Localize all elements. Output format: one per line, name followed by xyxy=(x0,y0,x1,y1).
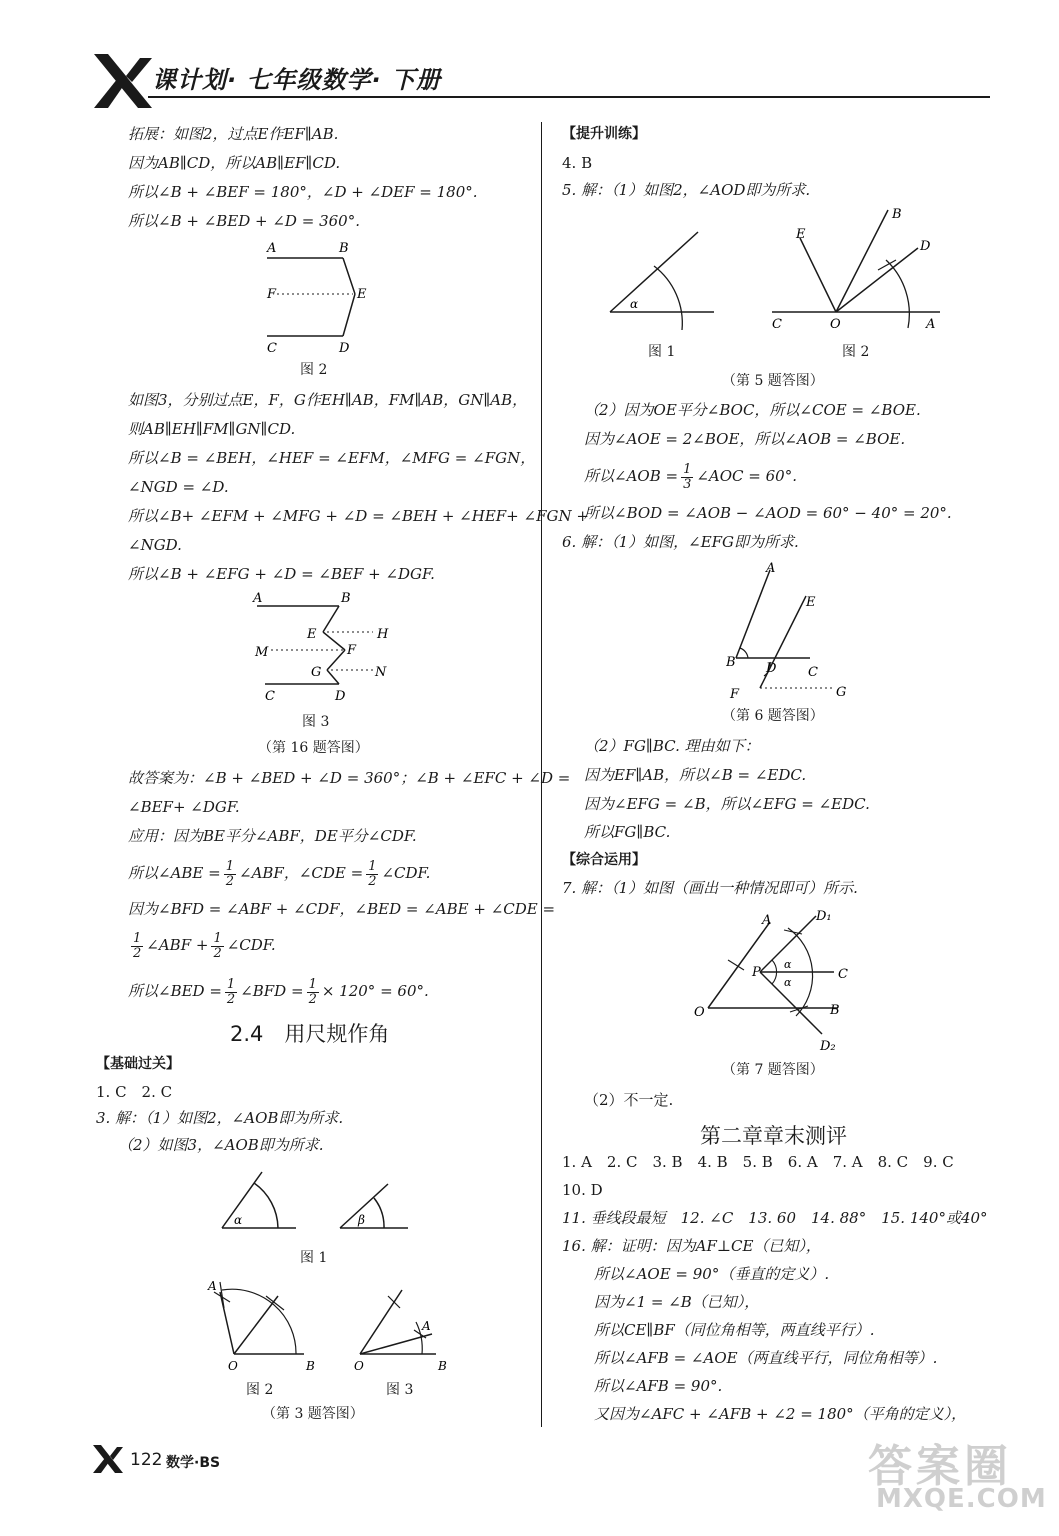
text-line: （2）FG∥BC. 理由如下： xyxy=(584,737,760,755)
text-line: 所以FG∥BC. xyxy=(584,823,671,841)
text-line: 4. B xyxy=(562,154,593,172)
text-line: 如图3，分别过点E，F，G作EH∥AB，FM∥AB，GN∥AB， xyxy=(128,391,528,409)
header-rule xyxy=(148,96,990,98)
label-E: E xyxy=(307,627,317,642)
label-D: D xyxy=(339,341,350,356)
section-heading: 【基础过关】 xyxy=(96,1056,180,1072)
header-title: 课计划· 七年级数学· 下册 xyxy=(152,66,441,94)
label-F: F xyxy=(347,643,357,658)
text-line: 因为∠AOE = 2∠BOE，所以∠AOB = ∠BOE. xyxy=(584,430,906,448)
text-line: 所以∠AFB = ∠AOE（两直线平行，同位角相等）. xyxy=(594,1349,938,1367)
figure-caption: 图 2 xyxy=(246,1382,274,1398)
text-line: ∠NGD = ∠D. xyxy=(128,478,229,496)
label-F: F xyxy=(730,687,740,700)
label-D1: D₁ xyxy=(816,909,832,924)
label-C: C xyxy=(808,665,818,680)
label-B: B xyxy=(306,1359,315,1373)
beta-label: β xyxy=(358,1213,365,1227)
label-N: N xyxy=(375,665,387,680)
text-line: 3. 解：（1）如图2，∠AOB即为所求. xyxy=(96,1109,344,1127)
formula-text: ∠CDF. xyxy=(226,936,276,954)
figure-5 xyxy=(600,204,960,340)
figure-caption: 图 1 xyxy=(648,344,676,360)
label-A: A xyxy=(422,1319,431,1333)
text-line: 因为∠EFG = ∠B，所以∠EFG = ∠EDC. xyxy=(584,795,870,813)
figure-caption: 图 2 xyxy=(842,344,870,360)
label-C: C xyxy=(267,341,277,356)
label-A: A xyxy=(926,317,936,332)
formula-text: ∠ABF + xyxy=(146,936,209,954)
label-A: A xyxy=(766,561,776,576)
label-B: B xyxy=(341,591,351,606)
label-A: A xyxy=(253,591,263,606)
fraction: $\frac{1}{2}$ xyxy=(368,858,377,889)
label-O: O xyxy=(354,1359,364,1373)
label-O: O xyxy=(228,1359,238,1373)
fraction: $\frac{1}{2}$ xyxy=(213,930,222,961)
text-line: 因为EF∥AB，所以∠B = ∠EDC. xyxy=(584,766,807,784)
text-line: 6. 解：（1）如图，∠EFG即为所求. xyxy=(562,533,799,551)
figure-caption: （第 5 题答图） xyxy=(722,373,824,389)
fraction: $\frac{1}{2}$ xyxy=(226,976,236,1007)
label-D: D xyxy=(335,689,346,704)
text-line: 16. 解：证明：因为AF⊥CE（已知）， xyxy=(562,1237,821,1255)
figure-caption: 图 3 xyxy=(302,714,330,730)
text-line: ∠NGD. xyxy=(128,536,182,554)
text-line: 因为∠1 = ∠B（已知）， xyxy=(594,1293,760,1311)
label-B: B xyxy=(438,1359,447,1373)
label-M: M xyxy=(255,645,269,660)
label-O: O xyxy=(694,1005,705,1020)
formula-text: 所以∠AOB = xyxy=(584,467,679,485)
watermark-url: MXQE.COM xyxy=(876,1484,1047,1514)
text-line: 5. 解：（1）如图2，∠AOD即为所求. xyxy=(562,181,811,199)
label-A: A xyxy=(208,1279,217,1293)
figure-caption: 图 2 xyxy=(300,362,328,378)
fraction: $\frac{1}{3}$ xyxy=(683,461,692,492)
text-line: 则AB∥EH∥FM∥GN∥CD. xyxy=(128,420,296,438)
label-H: H xyxy=(377,627,389,642)
brand-logo-icon xyxy=(92,52,154,110)
formula-text: ∠ABF，∠CDE = xyxy=(239,864,364,882)
label-B: B xyxy=(830,1003,840,1018)
section-title: 2.4 用尺规作角 xyxy=(230,1022,390,1046)
figure-caption: 图 1 xyxy=(300,1250,328,1266)
formula-text: 所以∠BED = xyxy=(128,982,222,1000)
text-line: 7. 解：（1）如图（画出一种情况即可）所示. xyxy=(562,879,858,897)
footer-label: 数学·BS xyxy=(166,1455,221,1471)
figure-3-2-3 xyxy=(196,1274,456,1376)
alpha-label: α xyxy=(784,976,792,989)
label-O: O xyxy=(830,317,841,332)
fraction: $\frac{1}{2}$ xyxy=(225,858,234,889)
formula-text: ∠CDF. xyxy=(381,864,431,882)
label-A: A xyxy=(267,241,277,256)
formula-text: 所以∠ABE = xyxy=(128,864,221,882)
label-D: D xyxy=(920,239,931,254)
text-line: 又因为∠AFC + ∠AFB + ∠2 = 180°（平角的定义）， xyxy=(594,1405,967,1423)
text-line: 所以∠BOD = ∠AOB − ∠AOD = 60° − 40° = 20°. xyxy=(584,504,952,522)
figure-6 xyxy=(726,558,866,700)
label-B: B xyxy=(339,241,349,256)
label-G: G xyxy=(836,685,847,700)
fraction: $\frac{1}{2}$ xyxy=(133,930,142,961)
label-E: E xyxy=(357,287,367,302)
label-B: B xyxy=(892,207,902,222)
text-line: 拓展：如图2，过点E作EF∥AB. xyxy=(128,125,339,143)
text-line: 应用：因为BE平分∠ABF，DE平分∠CDF. xyxy=(128,827,417,845)
label-C: C xyxy=(265,689,275,704)
label-C: C xyxy=(772,317,782,332)
figure-7 xyxy=(686,904,886,1054)
label-E: E xyxy=(796,227,806,242)
text-line: （2）因为OE平分∠BOC，所以∠COE = ∠BOE. xyxy=(584,401,921,419)
text-line: 所以∠AFB = 90°. xyxy=(594,1377,723,1395)
label-B: B xyxy=(726,655,736,670)
figure-caption: （第 7 题答图） xyxy=(722,1062,824,1078)
text-line: 11. 垂线段最短 12. ∠C 13. 60 14. 88° 15. 140°或40° xyxy=(562,1209,988,1227)
figure-3-1 xyxy=(212,1164,412,1244)
text-line: 1. A 2. C 3. B 4. B 5. B 6. A 7. A 8. C 9. C xyxy=(562,1153,954,1171)
section-heading: 【综合运用】 xyxy=(562,852,646,868)
figure-caption: 图 3 xyxy=(386,1382,414,1398)
text-line: 所以∠B = ∠BEH，∠HEF = ∠EFM，∠MFG = ∠FGN， xyxy=(128,449,536,467)
text-line: 所以∠B + ∠BEF = 180°，∠D + ∠DEF = 180°. xyxy=(128,183,478,201)
text-line: （2）不一定. xyxy=(584,1091,674,1109)
label-A: A xyxy=(762,913,772,928)
text-line: 所以∠AOE = 90°（垂直的定义）. xyxy=(594,1265,830,1283)
alpha-label: α xyxy=(784,958,792,971)
formula-line xyxy=(584,459,797,493)
label-P: P xyxy=(752,965,761,980)
formula-line xyxy=(128,928,276,962)
formula-text: ∠AOC = 60°. xyxy=(696,467,797,485)
text-line: 所以∠B+ ∠EFM + ∠MFG + ∠D = ∠BEH + ∠HEF+ ∠FGN + xyxy=(128,507,589,525)
figure-caption: （第 3 题答图） xyxy=(262,1406,364,1422)
text-line: 因为∠BFD = ∠ABF + ∠CDF，∠BED = ∠ABE + ∠CDE = xyxy=(128,900,556,918)
page-number: 122 xyxy=(130,1450,163,1470)
text-line: 所以∠B + ∠BED + ∠D = 360°. xyxy=(128,212,360,230)
text-line: 1. C 2. C xyxy=(96,1083,173,1101)
figure-caption: （第 16 题答图） xyxy=(258,740,369,756)
watermark-title: 答案圈 xyxy=(868,1441,1012,1492)
formula-text: × 120° = 60°. xyxy=(321,982,429,1000)
label-D: D xyxy=(766,661,777,676)
footer-logo-icon xyxy=(92,1444,124,1474)
alpha-label: α xyxy=(630,297,639,311)
text-line: 因为AB∥CD，所以AB∥EF∥CD. xyxy=(128,154,341,172)
figure-caption: （第 6 题答图） xyxy=(722,708,824,724)
text-line: 所以∠B + ∠EFG + ∠D = ∠BEF + ∠DGF. xyxy=(128,565,435,583)
label-G: G xyxy=(311,665,322,680)
chapter-title: 第二章章末测评 xyxy=(700,1124,847,1148)
section-heading: 【提升训练】 xyxy=(562,126,646,142)
formula-line xyxy=(128,856,430,890)
label-C: C xyxy=(838,967,848,982)
label-F: F xyxy=(267,287,277,302)
text-line: 故答案为：∠B + ∠BED + ∠D = 360°；∠B + ∠EFC + ∠D = xyxy=(128,769,571,787)
figure-16-2 xyxy=(255,238,375,358)
text-line: 10. D xyxy=(562,1181,603,1199)
text-line: （2）如图3，∠AOB即为所求. xyxy=(118,1136,324,1154)
figure-16-3 xyxy=(245,588,405,706)
formula-text: ∠BFD = xyxy=(240,982,304,1000)
formula-line xyxy=(128,974,429,1008)
label-E: E xyxy=(806,595,816,610)
alpha-label: α xyxy=(234,1213,243,1227)
text-line: ∠BEF+ ∠DGF. xyxy=(128,798,240,816)
fraction: $\frac{1}{2}$ xyxy=(308,976,317,1007)
label-D2: D₂ xyxy=(820,1039,836,1054)
text-line: 所以CE∥BF（同位角相等，两直线平行）. xyxy=(594,1321,875,1339)
